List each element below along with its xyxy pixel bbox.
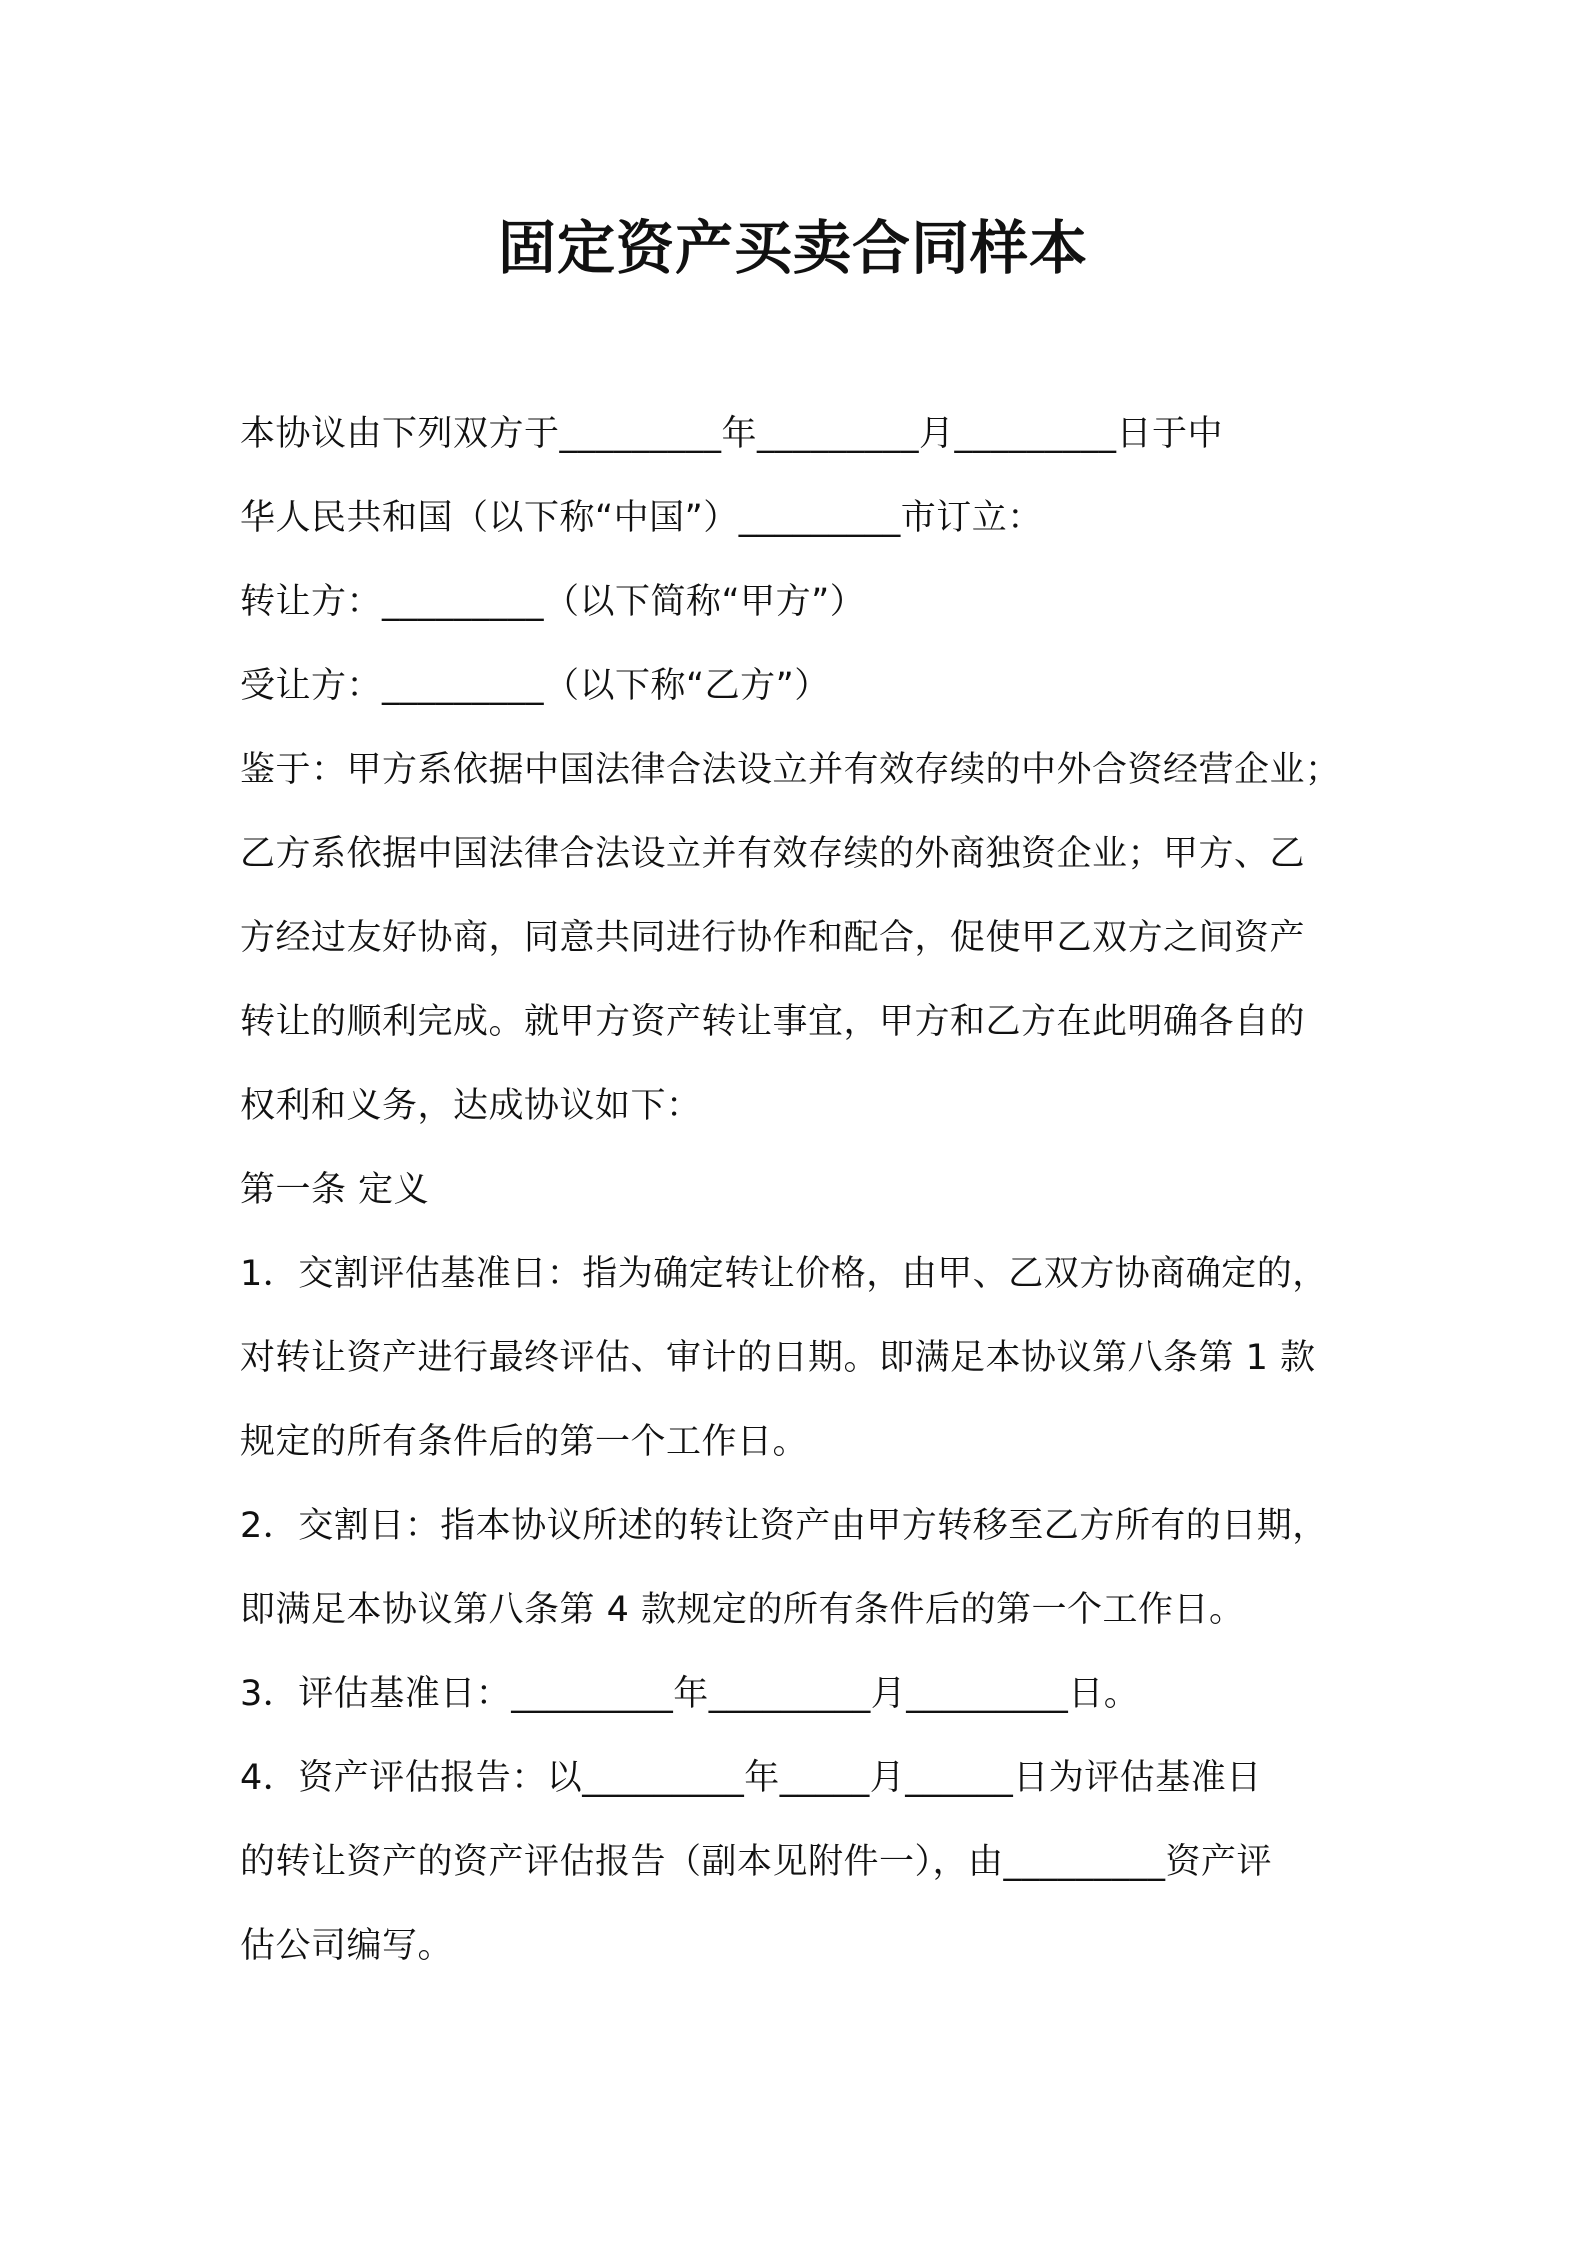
paragraph-line-13: 规定的所有条件后的第一个工作日。 (240, 1422, 809, 1462)
paragraph-line-5: 鉴于：甲方系依据中国法律合法设立并有效存续的中外合资经营企业； (240, 750, 1341, 790)
paragraph-line-6: 乙方系依据中国法律合法设立并有效存续的外商独资企业；甲方、乙 (240, 834, 1306, 874)
paragraph-line-19: 估公司编写。 (240, 1926, 454, 1966)
paragraph-line-3: 转让方：_________（以下简称“甲方”） (240, 582, 866, 622)
paragraph-line-14: 2．交割日：指本协议所述的转让资产由甲方转移至乙方所有的日期， (240, 1506, 1328, 1546)
paragraph-line-16: 3．评估基准日：_________年_________月_________日。 (240, 1674, 1140, 1714)
paragraph-line-17: 4．资产评估报告：以_________年_____月______日为评估基准日 (240, 1758, 1262, 1798)
section-heading: 第一条 定义 (240, 1170, 430, 1210)
paragraph-line-15: 即满足本协议第八条第 4 款规定的所有条件后的第一个工作日。 (240, 1590, 1245, 1630)
document-title: 固定资产买卖合同样本 (497, 214, 1088, 282)
paragraph-line-2: 华人民共和国（以下称“中国”）_________市订立： (240, 498, 1043, 538)
paragraph-line-12: 对转让资产进行最终评估、审计的日期。即满足本协议第八条第 1 款 (240, 1338, 1316, 1378)
paragraph-line-11: 1．交割评估基准日：指为确定转让价格，由甲、乙双方协商确定的， (240, 1254, 1328, 1294)
paragraph-line-18: 的转让资产的资产评估报告（副本见附件一），由_________资产评 (240, 1842, 1273, 1882)
paragraph-line-9: 权利和义务，达成协议如下： (240, 1086, 702, 1126)
paragraph-line-4: 受让方：_________（以下称“乙方”） (240, 666, 830, 706)
paragraph-line-8: 转让的顺利完成。就甲方资产转让事宜，甲方和乙方在此明确各自的 (240, 1002, 1306, 1042)
paragraph-line-7: 方经过友好协商，同意共同进行协作和配合，促使甲乙双方之间资产 (240, 918, 1306, 958)
paragraph-line-1: 本协议由下列双方于_________年_________月_________日于中 (240, 414, 1224, 454)
